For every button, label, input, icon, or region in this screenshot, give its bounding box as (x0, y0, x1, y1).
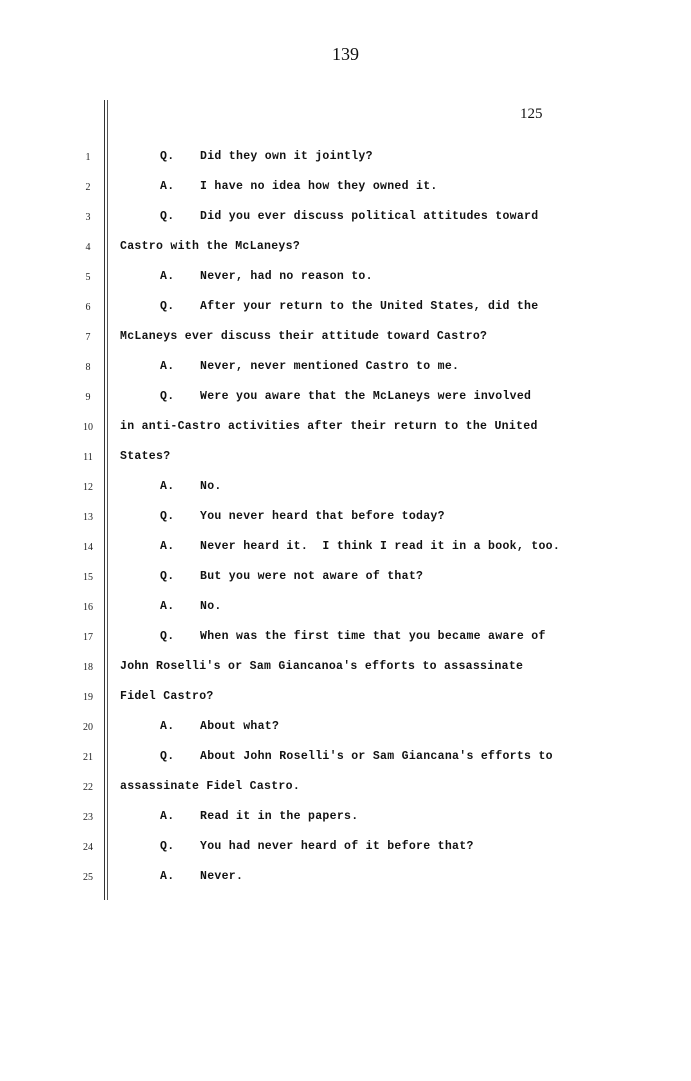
margin-rule (104, 100, 105, 900)
speaker-label: Q. (160, 840, 175, 853)
transcript-page-number: 125 (520, 106, 543, 122)
transcript-line (160, 180, 438, 193)
line-text: Fidel Castro? (120, 690, 214, 703)
line-text: McLaneys ever discuss their attitude toward Castro? (120, 330, 488, 343)
line-text: After your return to the United States, did the (200, 300, 539, 313)
speaker-label: A. (160, 720, 175, 733)
line-text: John Roselli's or Sam Giancanoa's efforts to assassinate (120, 660, 524, 673)
transcript-line (120, 330, 487, 343)
line-text: Were you aware that the McLaneys were involved (200, 390, 532, 403)
line-text: States? (120, 450, 171, 463)
line-number: 16 (83, 602, 93, 613)
line-text: About what? (200, 720, 280, 733)
line-text: You never heard that before today? (200, 510, 445, 523)
line-text: No. (200, 480, 222, 493)
line-number: 22 (83, 782, 93, 793)
line-number: 1 (85, 152, 91, 163)
transcript-line (160, 510, 445, 523)
speaker-label: Q. (160, 150, 175, 163)
transcript-line (120, 240, 300, 253)
speaker-label: A. (160, 360, 175, 373)
line-text: assassinate Fidel Castro. (120, 780, 301, 793)
line-number: 3 (85, 212, 91, 223)
transcript-line (160, 150, 373, 163)
transcript-line (120, 450, 170, 463)
margin-rule-inner (107, 100, 108, 900)
speaker-label: A. (160, 810, 175, 823)
line-number: 14 (83, 542, 93, 553)
line-number: 6 (85, 302, 91, 313)
line-text: Did you ever discuss political attitudes toward (200, 210, 539, 223)
transcript-line (160, 750, 553, 763)
line-number: 21 (83, 752, 93, 763)
transcript-line (120, 780, 300, 793)
speaker-label: Q. (160, 630, 175, 643)
speaker-label: Q. (160, 570, 175, 583)
line-number: 11 (83, 452, 93, 463)
speaker-label: Q. (160, 390, 175, 403)
transcript-line (160, 810, 358, 823)
speaker-label: A. (160, 480, 175, 493)
line-number: 2 (85, 182, 91, 193)
line-number: 5 (85, 272, 91, 283)
transcript-line (160, 870, 243, 883)
transcript-line (160, 630, 546, 643)
speaker-label: A. (160, 270, 175, 283)
transcript-line (160, 390, 531, 403)
speaker-label: Q. (160, 300, 175, 313)
line-number: 19 (83, 692, 93, 703)
line-text: About John Roselli's or Sam Giancana's efforts to (200, 750, 553, 763)
line-text: Did they own it jointly? (200, 150, 373, 163)
line-text: in anti-Castro activities after their return to the United (120, 420, 538, 433)
line-number: 13 (83, 512, 93, 523)
transcript-line (120, 660, 523, 673)
line-text: But you were not aware of that? (200, 570, 424, 583)
transcript-line (160, 270, 373, 283)
transcript-line (120, 420, 538, 433)
line-text: Castro with the McLaneys? (120, 240, 301, 253)
speaker-label: Q. (160, 750, 175, 763)
line-text: Never heard it. I think I read it in a book, too. (200, 540, 561, 553)
transcript-line (160, 600, 222, 613)
transcript-line (160, 210, 538, 223)
speaker-label: A. (160, 540, 175, 553)
speaker-label: A. (160, 180, 175, 193)
line-number: 25 (83, 872, 93, 883)
transcript-line (120, 690, 214, 703)
transcript-line (160, 540, 560, 553)
transcript-line (160, 360, 459, 373)
line-text: Read it in the papers. (200, 810, 359, 823)
line-number: 15 (83, 572, 93, 583)
speaker-label: A. (160, 600, 175, 613)
transcript-line (160, 570, 423, 583)
speaker-label: Q. (160, 510, 175, 523)
line-number: 12 (83, 482, 93, 493)
speaker-label: Q. (160, 210, 175, 223)
transcript-line (160, 720, 279, 733)
line-number: 10 (83, 422, 93, 433)
line-number: 8 (85, 362, 91, 373)
line-number: 17 (83, 632, 93, 643)
transcript-line (160, 300, 538, 313)
transcript-line (160, 840, 474, 853)
line-text: Never, had no reason to. (200, 270, 373, 283)
line-text: Never, never mentioned Castro to me. (200, 360, 460, 373)
line-text: When was the first time that you became aware of (200, 630, 546, 643)
transcript-line (160, 480, 222, 493)
line-number: 20 (83, 722, 93, 733)
line-number: 7 (85, 332, 91, 343)
line-number: 9 (85, 392, 91, 403)
page-number-top: 139 (332, 44, 359, 64)
line-text: Never. (200, 870, 244, 883)
line-text: I have no idea how they owned it. (200, 180, 438, 193)
line-text: No. (200, 600, 222, 613)
line-number: 23 (83, 812, 93, 823)
line-number: 24 (83, 842, 93, 853)
line-number: 4 (85, 242, 91, 253)
line-text: You had never heard of it before that? (200, 840, 474, 853)
line-number: 18 (83, 662, 93, 673)
speaker-label: A. (160, 870, 175, 883)
